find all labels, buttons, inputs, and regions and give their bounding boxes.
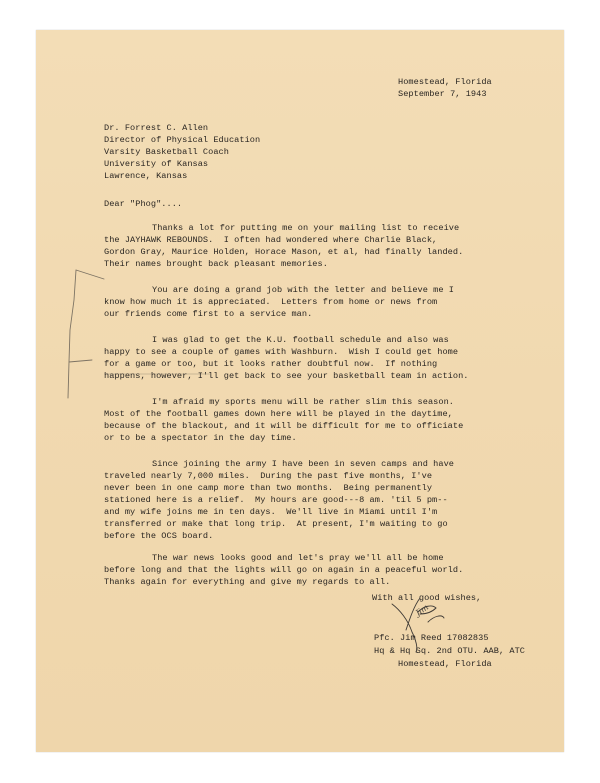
recipient-line: Lawrence, Kansas — [104, 171, 188, 181]
body-line: You are doing a grand job with the letter and believe me I — [152, 285, 455, 295]
body-line: traveled nearly 7,000 miles. During the past five months, I've — [104, 471, 433, 481]
body-line: I was glad to get the K.U. football schedule and also was — [152, 335, 449, 345]
body-line: I'm afraid my sports menu will be rather slim this season. — [152, 397, 455, 407]
recipient-line: University of Kansas — [104, 159, 209, 169]
body-line: Most of the football games down here will be played in the daytime, — [104, 409, 453, 419]
body-line: or to be a spectator in the day time. — [104, 433, 297, 443]
recipient-line: Varsity Basketball Coach — [104, 147, 229, 157]
body-line: because of the blackout, and it will be difficult for me to officiate — [104, 421, 464, 431]
body-line: never been in one camp more than two months. Being permanently — [104, 483, 433, 493]
signature-line: Pfc. Jim Reed 17082835 — [374, 633, 489, 643]
body-line: happy to see a couple of games with Washburn. Wish I could get home — [104, 347, 459, 357]
body-line: stationed here is a relief. My hours are good---8 am. 'til 5 pm-- — [104, 495, 448, 505]
letter-city: Homestead, Florida — [398, 77, 492, 87]
body-line: happens, however, I'll get back to see your basketball team in action. — [104, 371, 469, 381]
body-line: Thanks a lot for putting me on your mailing list to receive — [152, 223, 460, 233]
body-line: The war news looks good and let's pray we'll all be home — [152, 553, 444, 563]
signature-line: Homestead, Florida — [398, 659, 492, 669]
recipient-line: Dr. Forrest C. Allen — [104, 123, 209, 133]
body-line: know how much it is appreciated. Letters from home or news from — [104, 297, 438, 307]
body-line: before long and that the lights will go on again in a peaceful world. — [104, 565, 464, 575]
body-line: our friends come first to a service man. — [104, 309, 313, 319]
letter-date: September 7, 1943 — [398, 89, 487, 99]
body-line: the JAYHAWK REBOUNDS. I often had wondered where Charlie Black, — [104, 235, 438, 245]
body-line: before the OCS board. — [104, 531, 214, 541]
body-line: Gordon Gray, Maurice Holden, Horace Mason, et al, had finally landed. — [104, 247, 464, 257]
body-line: transferred or make that long trip. At present, I'm waiting to go — [104, 519, 448, 529]
body-line: for a game or too, but it looks rather doubtful now. If nothing — [104, 359, 438, 369]
closing: With all good wishes, — [372, 593, 482, 603]
recipient-line: Director of Physical Education — [104, 135, 261, 145]
body-line: Their names brought back pleasant memories. — [104, 259, 328, 269]
body-line: Thanks again for everything and give my regards to all. — [104, 577, 391, 587]
body-line: and my wife joins me in ten days. We'll live in Miami until I'm — [104, 507, 438, 517]
handwritten-signature: Jim — [413, 602, 431, 618]
salutation: Dear "Phog".... — [104, 199, 183, 209]
signature-line: Hq & Hq Sq. 2nd OTU. AAB, ATC — [374, 646, 526, 656]
body-line: Since joining the army I have been in seven camps and have — [152, 459, 455, 469]
